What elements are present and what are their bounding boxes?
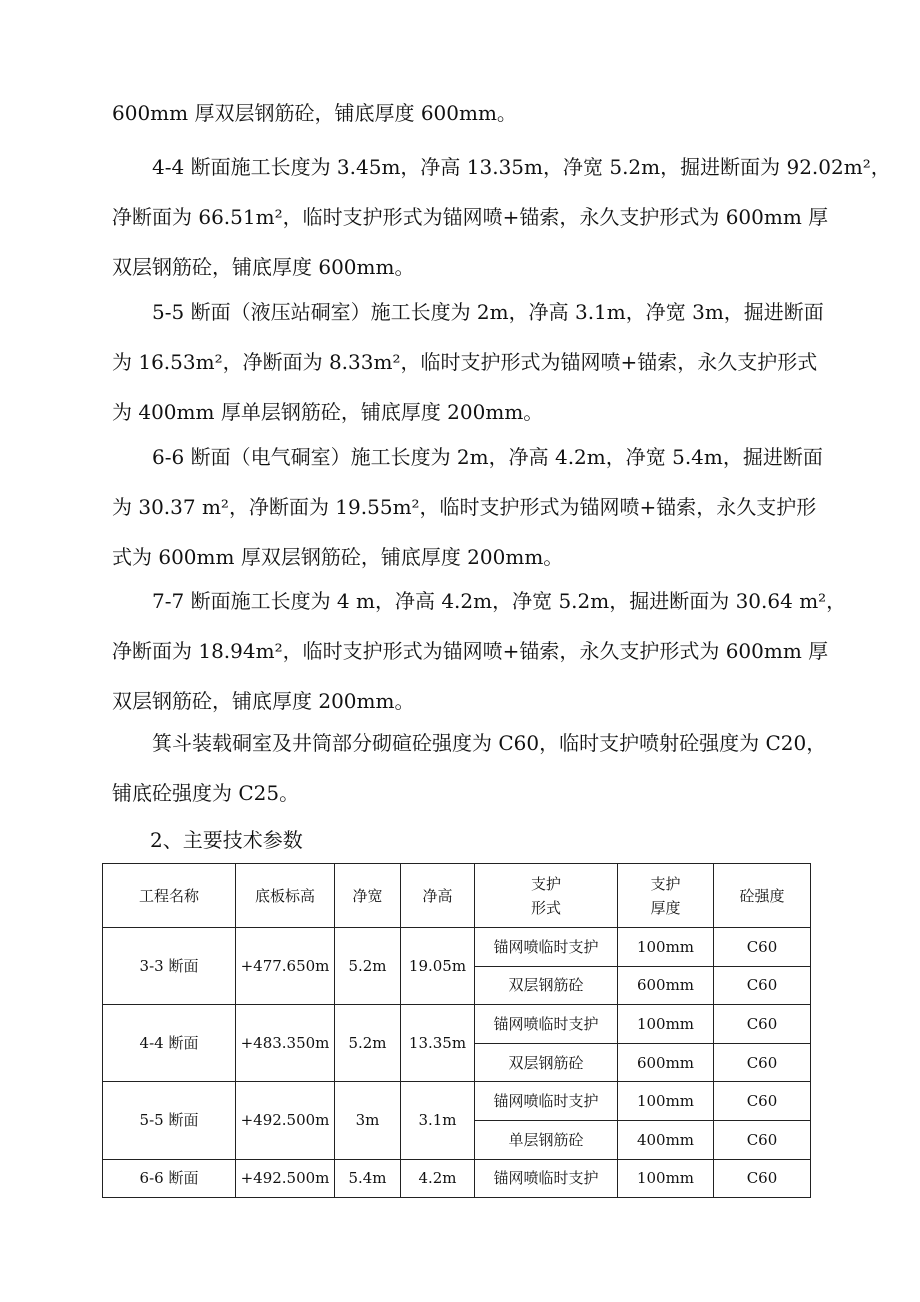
cell-floor-elevation: +477.650m xyxy=(236,928,335,1005)
header-support-thickness-line2: 厚度 xyxy=(650,898,681,917)
cell-support-thickness: 100mm xyxy=(618,1159,714,1198)
text-line: 4-4 断面施工长度为 3.45m，净高 13.35m，净宽 5.2m，掘进断面为 92.02m²， xyxy=(152,155,891,179)
cell-net-height: 4.2m xyxy=(401,1159,475,1198)
header-concrete-strength: 砼强度 xyxy=(714,864,811,928)
cell-support-thickness: 600mm xyxy=(618,966,714,1005)
cell-support-thickness: 100mm xyxy=(618,1082,714,1121)
text-line: 为 16.53m²，净断面为 8.33m²，临时支护形式为锚网喷+锚索，永久支护形式 xyxy=(112,350,818,374)
header-net-width: 净宽 xyxy=(335,864,401,928)
text-line: 5-5 断面（液压站硐室）施工长度为 2m，净高 3.1m，净宽 3m，掘进断面 xyxy=(152,300,824,324)
cell-net-width: 3m xyxy=(335,1082,401,1159)
text-line: 7-7 断面施工长度为 4 m，净高 4.2m，净宽 5.2m，掘进断面为 30.64 m²， xyxy=(152,589,847,613)
paragraph-section-7-7 xyxy=(112,576,847,726)
header-name: 工程名称 xyxy=(103,864,236,928)
cell-net-width: 5.4m xyxy=(335,1159,401,1198)
cell-support-thickness: 100mm xyxy=(618,1005,714,1044)
cell-support-type: 单层钢筋砼 xyxy=(475,1120,618,1159)
table-header-row xyxy=(103,864,811,928)
text-line: 箕斗装载硐室及井筒部分砌碹砼强度为 C60，临时支护喷射砼强度为 C20， xyxy=(152,731,827,755)
header-support-type-line1: 支护 xyxy=(530,874,561,893)
cell-support-type: 双层钢筋砼 xyxy=(475,1043,618,1082)
cell-support-type: 锚网喷临时支护 xyxy=(475,928,618,967)
cell-name: 3-3 断面 xyxy=(103,928,236,1005)
cell-support-thickness: 100mm xyxy=(618,928,714,967)
technical-parameters-table xyxy=(102,863,811,1198)
table-row xyxy=(103,1005,811,1044)
cell-support-type: 锚网喷临时支护 xyxy=(475,1082,618,1121)
text-line: 600mm 厚双层钢筋砼，铺底厚度 600mm。 xyxy=(112,101,517,125)
paragraph-concrete-strength xyxy=(112,718,832,818)
cell-concrete-strength: C60 xyxy=(714,1159,811,1198)
header-floor-elevation: 底板标高 xyxy=(236,864,335,928)
cell-support-type: 锚网喷临时支护 xyxy=(475,1005,618,1044)
text-line: 铺底砼强度为 C25。 xyxy=(112,781,300,805)
cell-concrete-strength: C60 xyxy=(714,966,811,1005)
cell-net-height: 19.05m xyxy=(401,928,475,1005)
cell-support-thickness: 400mm xyxy=(618,1120,714,1159)
table-row xyxy=(103,928,811,967)
cell-concrete-strength: C60 xyxy=(714,1120,811,1159)
cell-floor-elevation: +483.350m xyxy=(236,1005,335,1082)
cell-floor-elevation: +492.500m xyxy=(236,1082,335,1159)
cell-concrete-strength: C60 xyxy=(714,928,811,967)
cell-net-height: 3.1m xyxy=(401,1082,475,1159)
paragraph-section-4-4 xyxy=(112,142,891,292)
cell-concrete-strength: C60 xyxy=(714,1043,811,1082)
header-support-thickness-line1: 支护 xyxy=(650,874,681,893)
cell-name: 5-5 断面 xyxy=(103,1082,236,1159)
paragraph-section-5-5 xyxy=(112,287,832,437)
cell-net-width: 5.2m xyxy=(335,928,401,1005)
cell-support-thickness: 600mm xyxy=(618,1043,714,1082)
header-support-type xyxy=(475,864,618,928)
text-line: 为 30.37 m²，净断面为 19.55m²，临时支护形式为锚网喷+锚索，永久支护形 xyxy=(112,495,817,519)
header-support-type-line2: 形式 xyxy=(530,898,561,917)
cell-net-width: 5.2m xyxy=(335,1005,401,1082)
paragraph-section-6-6 xyxy=(112,432,832,582)
text-line: 式为 600mm 厚双层钢筋砼，铺底厚度 200mm。 xyxy=(112,545,564,569)
cell-support-type: 锚网喷临时支护 xyxy=(475,1159,618,1198)
text-line: 净断面为 66.51m²，临时支护形式为锚网喷+锚索，永久支护形式为 600mm 厚 xyxy=(112,205,829,229)
cell-concrete-strength: C60 xyxy=(714,1082,811,1121)
header-net-height: 净高 xyxy=(401,864,475,928)
cell-support-type: 双层钢筋砼 xyxy=(475,966,618,1005)
cell-name: 6-6 断面 xyxy=(103,1159,236,1198)
table-row xyxy=(103,1082,811,1121)
cell-concrete-strength: C60 xyxy=(714,1005,811,1044)
section-heading: 2、主要技术参数 xyxy=(150,828,303,852)
paragraph-continuation xyxy=(112,88,832,138)
text-line: 净断面为 18.94m²，临时支护形式为锚网喷+锚索，永久支护形式为 600mm 厚 xyxy=(112,639,829,663)
text-line: 为 400mm 厚单层钢筋砼，铺底厚度 200mm。 xyxy=(112,400,544,424)
table-row xyxy=(103,1159,811,1198)
header-support-thickness xyxy=(618,864,714,928)
cell-name: 4-4 断面 xyxy=(103,1005,236,1082)
text-line: 双层钢筋砼，铺底厚度 200mm。 xyxy=(112,689,415,713)
text-line: 6-6 断面（电气硐室）施工长度为 2m，净高 4.2m，净宽 5.4m，掘进断面 xyxy=(152,445,823,469)
cell-net-height: 13.35m xyxy=(401,1005,475,1082)
text-line: 双层钢筋砼，铺底厚度 600mm。 xyxy=(112,255,415,279)
cell-floor-elevation: +492.500m xyxy=(236,1159,335,1198)
